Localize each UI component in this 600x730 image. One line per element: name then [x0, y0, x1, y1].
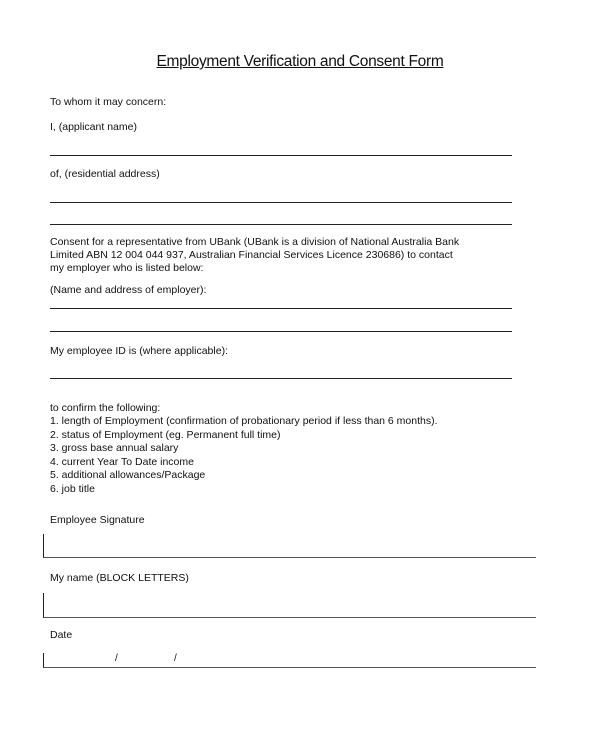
address-line-1[interactable]: [50, 202, 512, 203]
confirm-item: 4. current Year To Date income: [50, 456, 194, 468]
signature-label: Employee Signature: [50, 514, 145, 526]
confirm-intro: to confirm the following:: [50, 402, 161, 414]
date-separator: /: [115, 653, 118, 664]
consent-line: Consent for a representative from UBank (UBank is a division of National Australia Bank: [50, 236, 460, 248]
date-label: Date: [50, 629, 73, 641]
consent-line: Limited ABN 12 004 044 937, Australian Financial Services Licence 230686) to contact: [50, 249, 453, 261]
address-line-2[interactable]: [50, 224, 512, 225]
confirm-item: 6. job title: [50, 483, 95, 495]
block-name-label: My name (BLOCK LETTERS): [50, 572, 189, 584]
salutation: To whom it may concern:: [50, 96, 167, 108]
confirm-item: 2. status of Employment (eg. Permanent full time): [50, 429, 281, 441]
applicant-name-line[interactable]: [50, 155, 512, 156]
employer-line-2[interactable]: [50, 331, 512, 332]
employee-id-line[interactable]: [50, 378, 512, 379]
consent-line: my employer who is listed below:: [50, 262, 204, 274]
signature-field[interactable]: [43, 534, 536, 558]
employer-label: (Name and address of employer):: [50, 284, 207, 296]
date-separator: /: [174, 653, 177, 664]
employer-line-1[interactable]: [50, 308, 512, 309]
employee-id-label: My employee ID is (where applicable):: [50, 345, 228, 357]
confirm-item: 5. additional allowances/Package: [50, 469, 206, 481]
applicant-name-label: I, (applicant name): [50, 121, 137, 133]
confirm-item: 3. gross base annual salary: [50, 442, 179, 454]
block-name-field[interactable]: [43, 593, 536, 618]
confirm-item: 1. length of Employment (confirmation of probationary period if less than 6 months).: [50, 415, 438, 427]
residential-address-label: of, (residential address): [50, 168, 160, 180]
form-title: Employment Verification and Consent Form: [156, 53, 444, 70]
